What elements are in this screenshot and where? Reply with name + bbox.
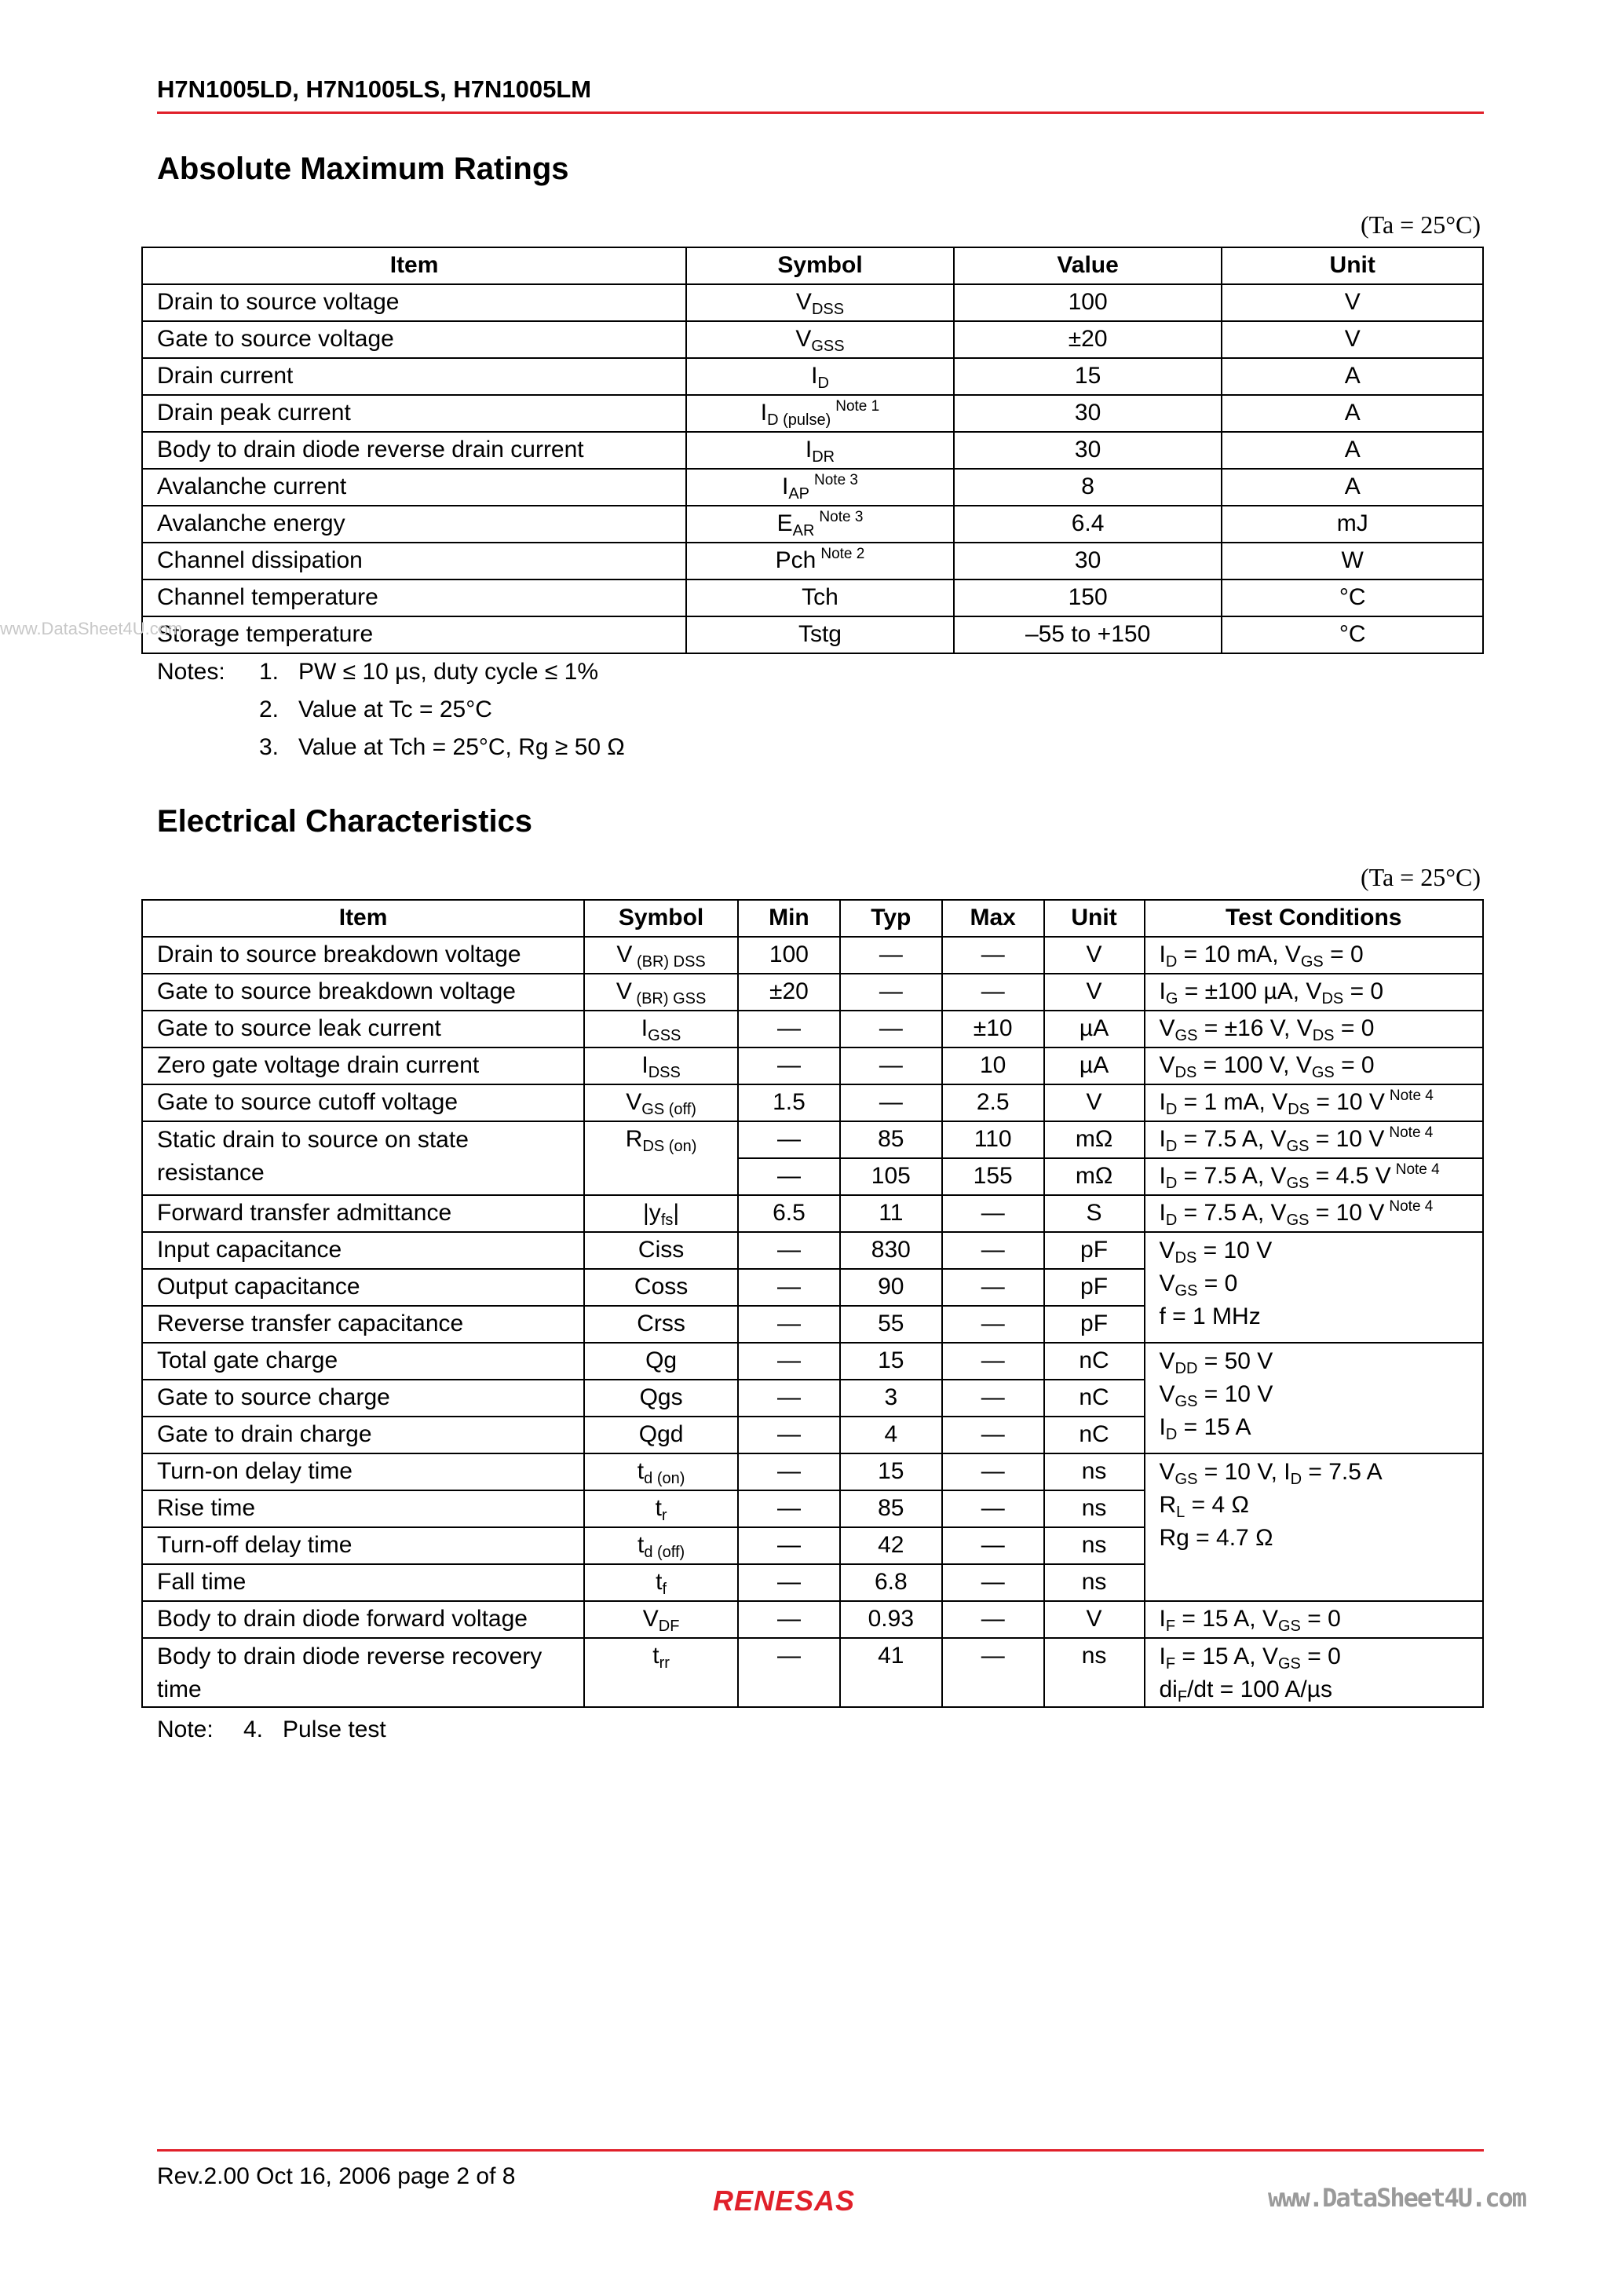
condition-subscript: GS: [1174, 1282, 1198, 1300]
condition-subscript: GS: [1286, 1138, 1310, 1155]
condition-line: $V_{GS} = 0$: [1159, 1270, 1238, 1300]
unit-cell: pF: [1044, 1306, 1145, 1343]
table-row: [142, 1453, 1483, 1490]
unit-cell: °C: [1222, 579, 1483, 616]
typ-cell: 85: [840, 1121, 942, 1158]
item-cell: Output capacitance: [142, 1269, 584, 1306]
symbol-cell: V $_{(BR) GSS}$: [584, 974, 738, 1011]
unit-cell: nC: [1044, 1343, 1145, 1380]
note-label: Note:: [157, 1717, 214, 1742]
max-cell: —: [942, 1601, 1044, 1638]
symbol-subscript: GSS: [811, 338, 845, 355]
unit-cell: ns: [1044, 1527, 1145, 1564]
amr-col-item: Item: [142, 247, 686, 284]
typ-cell: 15: [840, 1453, 942, 1490]
table-row: [142, 1084, 1483, 1121]
max-cell: 2.5: [942, 1084, 1044, 1121]
typ-cell: —: [840, 1084, 942, 1121]
symbol-cell: $R_{DS (on)}$: [584, 1121, 738, 1195]
amr-body: [142, 284, 1483, 653]
symbol-subscript: DSS: [811, 301, 845, 318]
ec-section-title: Electrical Characteristics: [157, 804, 533, 839]
symbol-cell: Tstg: [686, 616, 954, 653]
typ-cell: 105: [840, 1158, 942, 1195]
item-cell: Drain current: [142, 358, 686, 395]
item-cell: Drain to source breakdown voltage: [142, 937, 584, 974]
min-cell: —: [738, 1601, 840, 1638]
test-condition-cell: $I_D = 7.5$ A, $V_{GS} = 4.5$ V $^{Note 4}$: [1145, 1158, 1484, 1195]
min-cell: —: [738, 1011, 840, 1047]
symbol-cell: $t_{d (off)}$: [584, 1527, 738, 1564]
min-cell: —: [738, 1047, 840, 1084]
unit-cell: ns: [1044, 1490, 1145, 1527]
symbol-cell: $V_{DF}$: [584, 1601, 738, 1638]
item-cell: Avalanche current: [142, 469, 686, 506]
symbol-cell: $I_{GSS}$: [584, 1011, 738, 1047]
symbol-cell: $|y_{fs}|$: [584, 1195, 738, 1232]
note-text: PW ≤ 10 µs, duty cycle ≤ 1%: [298, 659, 599, 685]
test-condition-cell: [1145, 1232, 1484, 1343]
table-row: [142, 321, 1483, 358]
test-condition-cell: $I_G = \pm 100$ µA, $V_{DS} = 0$: [1145, 974, 1484, 1011]
item-cell: Turn-on delay time: [142, 1453, 584, 1490]
item-cell: Channel dissipation: [142, 543, 686, 579]
max-cell: —: [942, 974, 1044, 1011]
unit-cell: nC: [1044, 1380, 1145, 1417]
note-text: Value at Tch = 25°C, Rg ≥ 50 Ω: [298, 734, 625, 760]
max-cell: —: [942, 1232, 1044, 1269]
table-row: [142, 1232, 1483, 1269]
typ-cell: —: [840, 974, 942, 1011]
table-row: [142, 1601, 1483, 1638]
unit-cell: µA: [1044, 1011, 1145, 1047]
item-cell: Rise time: [142, 1490, 584, 1527]
condition-subscript: L: [1176, 1504, 1185, 1521]
test-condition-cell: $V_{DS} = 100$ V, $V_{GS} = 0$: [1145, 1047, 1484, 1084]
condition-subscript: D: [1165, 1426, 1178, 1443]
value-cell: 30: [954, 543, 1222, 579]
symbol-subscript: D: [817, 375, 829, 392]
table-row: [142, 1638, 1483, 1707]
unit-cell: A: [1222, 395, 1483, 432]
electrical-characteristics-table: [141, 899, 1484, 1708]
max-cell: —: [942, 1564, 1044, 1601]
watermark-left: www.DataSheet4U.com: [0, 619, 183, 638]
table-row: [142, 1343, 1483, 1380]
condition-subscript: GS: [1174, 1471, 1198, 1488]
table-row: [142, 432, 1483, 469]
value-cell: –55 to +150: [954, 616, 1222, 653]
test-condition-cell: [1145, 1638, 1484, 1707]
symbol-subscript: f: [662, 1581, 667, 1598]
condition-subscript: GS: [1300, 953, 1324, 971]
condition-line: $I_F = 15$ A, $V_{GS} = 0$: [1159, 1643, 1341, 1673]
min-cell: —: [738, 1121, 840, 1158]
unit-cell: mΩ: [1044, 1121, 1145, 1158]
symbol-cell: $V_{DSS}$: [686, 284, 954, 321]
min-cell: —: [738, 1490, 840, 1527]
item-cell: Gate to drain charge: [142, 1417, 584, 1453]
condition-subscript: F: [1165, 1655, 1176, 1673]
condition-line: f = 1 MHz: [1159, 1303, 1261, 1329]
unit-cell: V: [1044, 1601, 1145, 1638]
ec-col-unit: Unit: [1044, 900, 1145, 937]
typ-cell: 6.8: [840, 1564, 942, 1601]
symbol-subscript: AP: [788, 485, 810, 503]
document-header-title: H7N1005LD, H7N1005LS, H7N1005LM: [157, 75, 592, 103]
min-cell: —: [738, 1158, 840, 1195]
symbol-subscript: D (pulse): [767, 411, 831, 429]
min-cell: 6.5: [738, 1195, 840, 1232]
min-cell: —: [738, 1306, 840, 1343]
typ-cell: —: [840, 1011, 942, 1047]
item-cell: Channel temperature: [142, 579, 686, 616]
condition-subscript: DS: [1312, 1027, 1335, 1044]
max-cell: —: [942, 1195, 1044, 1232]
unit-cell: V: [1044, 1084, 1145, 1121]
symbol-cell: $I_D$: [686, 358, 954, 395]
value-cell: 8: [954, 469, 1222, 506]
symbol-subscript: DSS: [648, 1064, 681, 1081]
condition-subscript: D: [1165, 1212, 1178, 1229]
condition-subscript: GS: [1174, 1393, 1198, 1410]
typ-cell: 15: [840, 1343, 942, 1380]
watermark-right: www.DataSheet4U.com: [1268, 2183, 1526, 2213]
item-cell: Gate to source voltage: [142, 321, 686, 358]
symbol-subscript: DS (on): [642, 1138, 697, 1155]
symbol-subscript: DR: [812, 448, 835, 466]
min-cell: —: [738, 1527, 840, 1564]
value-cell: 6.4: [954, 506, 1222, 543]
ec-col-item: Item: [142, 900, 584, 937]
max-cell: ±10: [942, 1011, 1044, 1047]
renesas-logo: RENESAS: [713, 2184, 856, 2217]
max-cell: 110: [942, 1121, 1044, 1158]
item-cell: Zero gate voltage drain current: [142, 1047, 584, 1084]
symbol-cell: $V_{GSS}$: [686, 321, 954, 358]
table-row: [142, 284, 1483, 321]
typ-cell: 55: [840, 1306, 942, 1343]
max-cell: 10: [942, 1047, 1044, 1084]
ec-condition: (Ta = 25°C): [1360, 863, 1481, 891]
note-number: 3.: [259, 734, 279, 760]
typ-cell: 0.93: [840, 1601, 942, 1638]
test-condition-cell: [1145, 1343, 1484, 1453]
typ-cell: 830: [840, 1232, 942, 1269]
max-cell: —: [942, 1490, 1044, 1527]
unit-cell: nC: [1044, 1417, 1145, 1453]
ec-col-test-conditions: Test Conditions: [1145, 900, 1484, 937]
unit-cell: mΩ: [1044, 1158, 1145, 1195]
symbol-subscript: d (off): [644, 1544, 685, 1561]
unit-cell: ns: [1044, 1638, 1145, 1707]
item-cell: Drain peak current: [142, 395, 686, 432]
note-number: 1.: [259, 659, 279, 685]
condition-line: $V_{GS} = 10$ V, $I_D = 7.5$ A: [1159, 1459, 1383, 1488]
item-cell: Turn-off delay time: [142, 1527, 584, 1564]
amr-section-title: Absolute Maximum Ratings: [157, 152, 569, 186]
symbol-cell: Qgs: [584, 1380, 738, 1417]
unit-cell: ns: [1044, 1564, 1145, 1601]
item-cell: Reverse transfer capacitance: [142, 1306, 584, 1343]
symbol-subscript: GS (off): [641, 1101, 696, 1118]
symbol-cell: $t_{d (on)}$: [584, 1453, 738, 1490]
typ-cell: 41: [840, 1638, 942, 1707]
amr-col-value: Value: [954, 247, 1222, 284]
test-condition-cell: [1145, 1453, 1484, 1601]
note-text: Value at Tc = 25°C: [298, 696, 492, 722]
max-cell: —: [942, 937, 1044, 974]
min-cell: —: [738, 1417, 840, 1453]
value-cell: 30: [954, 432, 1222, 469]
max-cell: —: [942, 1527, 1044, 1564]
symbol-subscript: (BR) DSS: [632, 953, 706, 971]
symbol-cell: Crss: [584, 1306, 738, 1343]
condition-subscript: GS: [1278, 1655, 1301, 1673]
unit-cell: V: [1044, 937, 1145, 974]
test-condition-cell: $I_F = 15$ A, $V_{GS} = 0$: [1145, 1601, 1484, 1638]
note-number: 2.: [259, 696, 279, 722]
test-condition-cell: $V_{GS} = \pm 16$ V, $V_{DS} = 0$: [1145, 1011, 1484, 1047]
table-row: [142, 1011, 1483, 1047]
symbol-cell: $I_{DR}$: [686, 432, 954, 469]
max-cell: 155: [942, 1158, 1044, 1195]
note-reference: Note 4: [1389, 1088, 1434, 1104]
symbol-cell: Ciss: [584, 1232, 738, 1269]
note-4-text: Pulse test: [283, 1717, 386, 1742]
note-reference: Note 3: [814, 472, 858, 488]
unit-cell: A: [1222, 469, 1483, 506]
unit-cell: A: [1222, 432, 1483, 469]
min-cell: —: [738, 1380, 840, 1417]
max-cell: —: [942, 1269, 1044, 1306]
condition-subscript: D: [1165, 1175, 1178, 1192]
table-row: [142, 395, 1483, 432]
condition-subscript: F: [1165, 1618, 1176, 1635]
symbol-subscript: rr: [659, 1654, 670, 1672]
symbol-cell: $I_{D (pulse)}^{Note 1}$: [686, 395, 954, 432]
symbol-subscript: AR: [792, 522, 815, 539]
condition-line: $V_{GS} = 10$ V: [1159, 1381, 1273, 1410]
symbol-cell: $I_{DSS}$: [584, 1047, 738, 1084]
symbol-subscript: (BR) GSS: [631, 990, 707, 1007]
unit-cell: V: [1044, 974, 1145, 1011]
unit-cell: V: [1222, 321, 1483, 358]
ec-col-symbol: Symbol: [584, 900, 738, 937]
condition-subscript: D: [1165, 1101, 1178, 1118]
table-row: [142, 1195, 1483, 1232]
item-cell: Body to drain diode reverse recovery time: [142, 1638, 584, 1707]
min-cell: 1.5: [738, 1084, 840, 1121]
typ-cell: 42: [840, 1527, 942, 1564]
table-row: [142, 1121, 1483, 1158]
ec-body: [142, 937, 1483, 1707]
item-cell: Fall time: [142, 1564, 584, 1601]
min-cell: —: [738, 1453, 840, 1490]
unit-cell: mJ: [1222, 506, 1483, 543]
max-cell: —: [942, 1306, 1044, 1343]
note-reference: Note 1: [835, 398, 880, 415]
ec-col-typ: Typ: [840, 900, 942, 937]
condition-line: $R_L = 4$ Ω: [1159, 1492, 1249, 1521]
item-cell: Gate to source charge: [142, 1380, 584, 1417]
symbol-cell: Qgd: [584, 1417, 738, 1453]
symbol-cell: $E_{AR}^{Note 3}$: [686, 506, 954, 543]
note-reference: Note 2: [820, 546, 865, 562]
footer-revision: Rev.2.00 Oct 16, 2006 page 2 of 8: [157, 2163, 516, 2189]
item-cell: Drain to source voltage: [142, 284, 686, 321]
value-cell: ±20: [954, 321, 1222, 358]
table-row: [142, 974, 1483, 1011]
item-cell: Body to drain diode reverse drain current: [142, 432, 686, 469]
table-row: [142, 937, 1483, 974]
condition-subscript: D: [1165, 953, 1178, 971]
symbol-cell: Coss: [584, 1269, 738, 1306]
typ-cell: —: [840, 937, 942, 974]
unit-cell: pF: [1044, 1269, 1145, 1306]
min-cell: —: [738, 1269, 840, 1306]
symbol-cell: $t_{rr}$: [584, 1638, 738, 1707]
unit-cell: °C: [1222, 616, 1483, 653]
item-cell: Total gate charge: [142, 1343, 584, 1380]
condition-subscript: DS: [1321, 990, 1344, 1007]
max-cell: —: [942, 1343, 1044, 1380]
min-cell: —: [738, 1343, 840, 1380]
min-cell: —: [738, 1638, 840, 1707]
unit-cell: W: [1222, 543, 1483, 579]
condition-subscript: GS: [1174, 1027, 1198, 1044]
typ-cell: 85: [840, 1490, 942, 1527]
item-cell: Gate to source leak current: [142, 1011, 584, 1047]
condition-subscript: F: [1177, 1688, 1188, 1706]
table-row: [142, 506, 1483, 543]
test-condition-cell: $I_D = 7.5$ A, $V_{GS} = 10$ V $^{Note 4}$: [1145, 1121, 1484, 1158]
max-cell: —: [942, 1380, 1044, 1417]
max-cell: —: [942, 1417, 1044, 1453]
item-cell: Avalanche energy: [142, 506, 686, 543]
value-cell: 150: [954, 579, 1222, 616]
value-cell: 100: [954, 284, 1222, 321]
condition-subscript: D: [1290, 1471, 1302, 1488]
typ-cell: 4: [840, 1417, 942, 1453]
item-cell: Forward transfer admittance: [142, 1195, 584, 1232]
symbol-cell: $t_r$: [584, 1490, 738, 1527]
symbol-subscript: r: [661, 1507, 667, 1524]
note-reference: Note 3: [819, 509, 864, 525]
condition-subscript: DS: [1174, 1064, 1197, 1081]
absolute-maximum-ratings-table: [141, 247, 1484, 654]
min-cell: ±20: [738, 974, 840, 1011]
test-condition-cell: $I_D = 7.5$ A, $V_{GS} = 10$ V $^{Note 4}$: [1145, 1195, 1484, 1232]
item-cell: Static drain to source on state resistance: [142, 1121, 584, 1195]
note-reference: Note 4: [1389, 1124, 1434, 1141]
symbol-cell: $I_{AP}^{Note 3}$: [686, 469, 954, 506]
symbol-cell: $t_f$: [584, 1564, 738, 1601]
unit-cell: µA: [1044, 1047, 1145, 1084]
item-cell: Gate to source breakdown voltage: [142, 974, 584, 1011]
condition-subscript: GS: [1311, 1064, 1335, 1081]
typ-cell: 11: [840, 1195, 942, 1232]
condition-line: $V_{DS} = 10$ V: [1159, 1238, 1273, 1267]
symbol-cell: Qg: [584, 1343, 738, 1380]
condition-subscript: GS: [1286, 1212, 1310, 1229]
symbol-subscript: DF: [658, 1618, 680, 1635]
value-cell: 30: [954, 395, 1222, 432]
symbol-subscript: fs: [660, 1212, 674, 1229]
item-cell: Gate to source cutoff voltage: [142, 1084, 584, 1121]
table-row: [142, 616, 1483, 653]
symbol-subscript: GSS: [648, 1027, 681, 1044]
unit-cell: pF: [1044, 1232, 1145, 1269]
condition-line: $V_{DD} = 50$ V: [1159, 1348, 1273, 1377]
condition-subscript: G: [1165, 990, 1178, 1007]
condition-subscript: GS: [1286, 1175, 1310, 1192]
ec-col-min: Min: [738, 900, 840, 937]
table-row: [142, 579, 1483, 616]
item-cell: Body to drain diode forward voltage: [142, 1601, 584, 1638]
symbol-subscript: d (on): [644, 1470, 685, 1487]
min-cell: —: [738, 1564, 840, 1601]
table-row: [142, 469, 1483, 506]
notes-label: Notes:: [157, 659, 225, 685]
unit-cell: V: [1222, 284, 1483, 321]
item-cell: Storage temperature: [142, 616, 686, 653]
note-4-number: 4.: [243, 1717, 264, 1742]
test-condition-cell: $I_D = 1$ mA, $V_{DS} = 10$ V $^{Note 4}$: [1145, 1084, 1484, 1121]
symbol-cell: Pch $^{Note 2}$: [686, 543, 954, 579]
ec-col-max: Max: [942, 900, 1044, 937]
amr-col-symbol: Symbol: [686, 247, 954, 284]
condition-subscript: DS: [1288, 1101, 1310, 1118]
typ-cell: 3: [840, 1380, 942, 1417]
min-cell: —: [738, 1232, 840, 1269]
symbol-cell: Tch: [686, 579, 954, 616]
table-row: [142, 543, 1483, 579]
unit-cell: S: [1044, 1195, 1145, 1232]
condition-line: $di_F/dt = 100$ A/µs: [1159, 1676, 1332, 1706]
condition-subscript: GS: [1278, 1618, 1301, 1635]
typ-cell: 90: [840, 1269, 942, 1306]
amr-header-row: [142, 247, 1483, 284]
typ-cell: —: [840, 1047, 942, 1084]
item-cell: Input capacitance: [142, 1232, 584, 1269]
ec-header-row: [142, 900, 1483, 937]
note-reference: Note 4: [1389, 1198, 1434, 1215]
condition-line: $I_D = 15$ A: [1159, 1414, 1251, 1443]
table-row: [142, 1047, 1483, 1084]
amr-condition: (Ta = 25°C): [1360, 210, 1481, 239]
unit-cell: ns: [1044, 1453, 1145, 1490]
symbol-cell: $V_{GS (off)}$: [584, 1084, 738, 1121]
condition-subscript: DS: [1174, 1249, 1197, 1267]
amr-col-unit: Unit: [1222, 247, 1483, 284]
table-row: [142, 358, 1483, 395]
condition-subscript: D: [1165, 1138, 1178, 1155]
min-cell: 100: [738, 937, 840, 974]
unit-cell: A: [1222, 358, 1483, 395]
note-reference: Note 4: [1395, 1161, 1440, 1178]
max-cell: —: [942, 1638, 1044, 1707]
header-rule: [157, 112, 1484, 114]
footer-rule: [157, 2149, 1484, 2152]
symbol-cell: V $_{(BR) DSS}$: [584, 937, 738, 974]
value-cell: 15: [954, 358, 1222, 395]
max-cell: —: [942, 1453, 1044, 1490]
condition-line: Rg = 4.7 Ω: [1159, 1525, 1273, 1551]
condition-subscript: DD: [1174, 1360, 1198, 1377]
test-condition-cell: $I_D = 10$ mA, $V_{GS} = 0$: [1145, 937, 1484, 974]
